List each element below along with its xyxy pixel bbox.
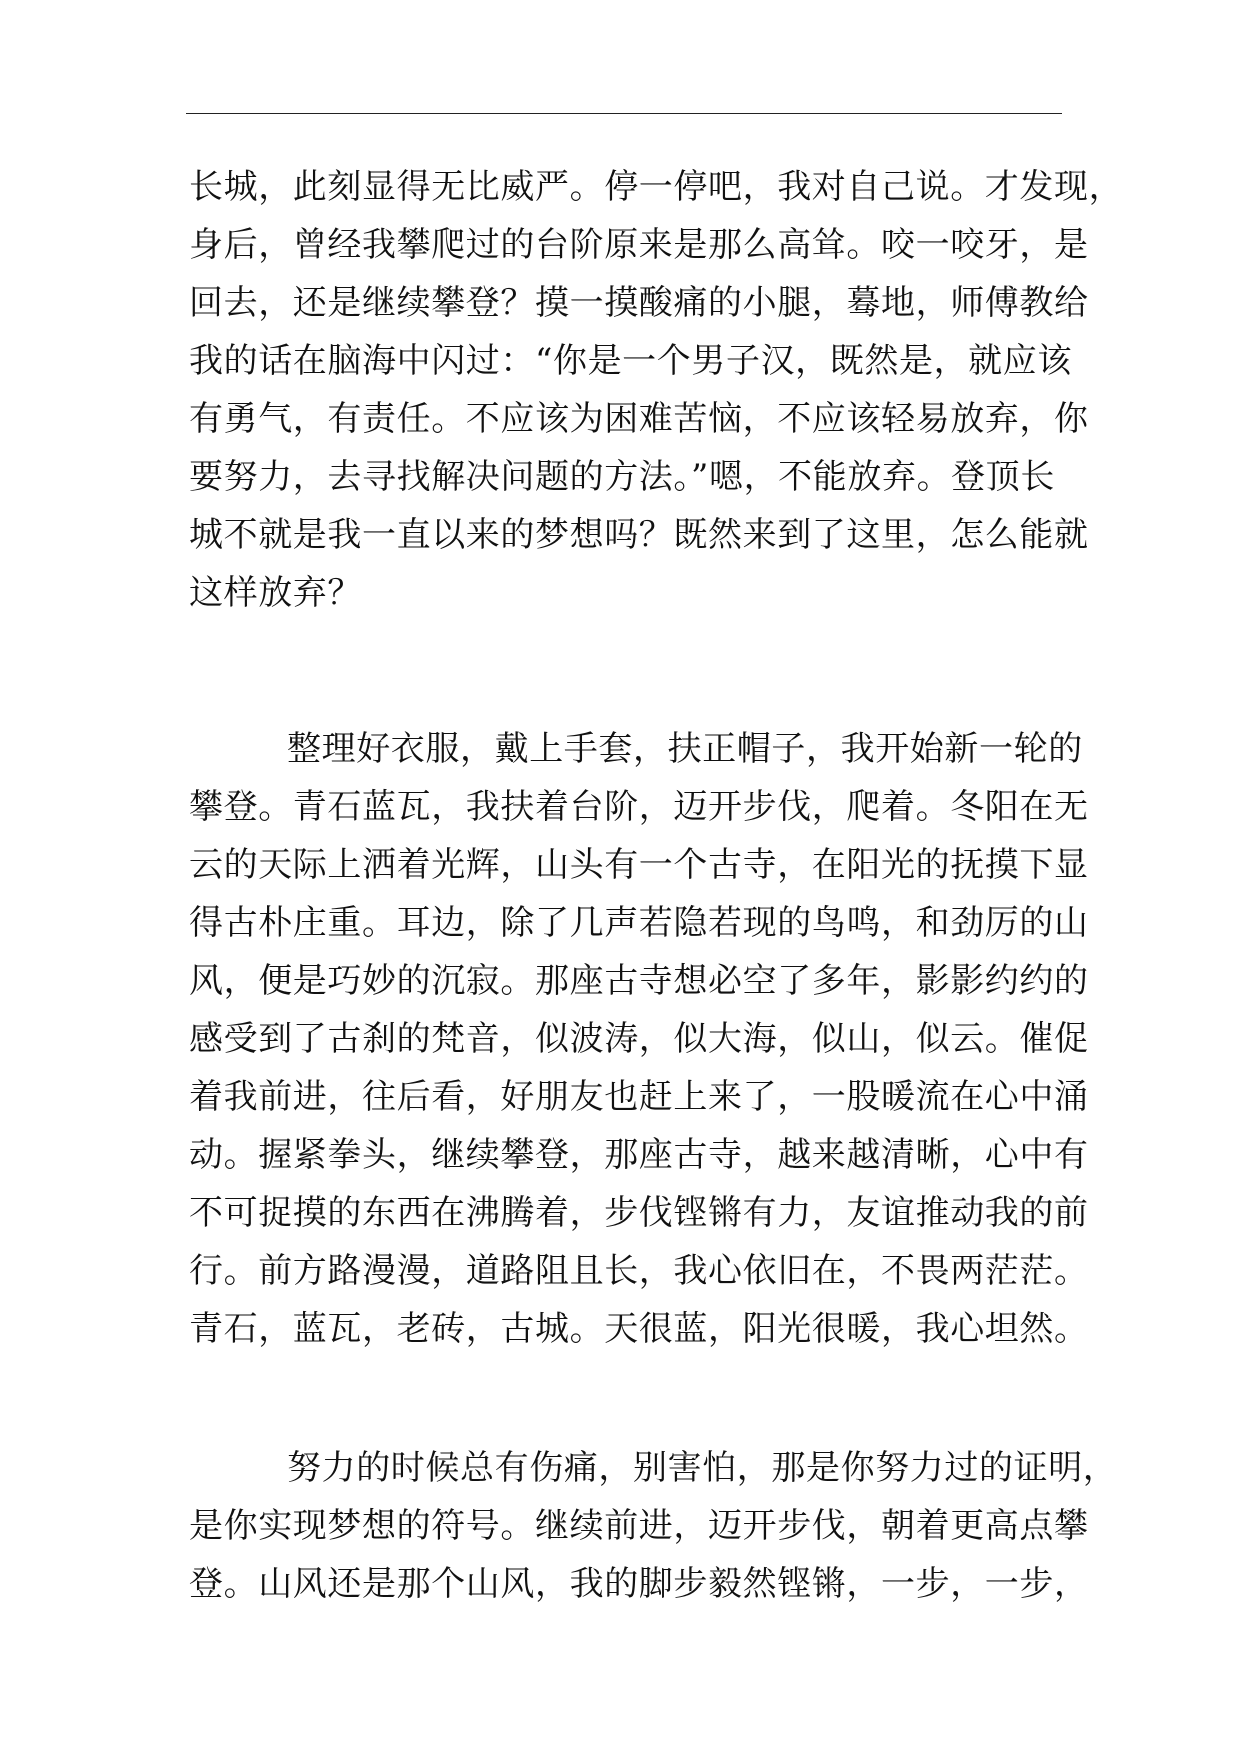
- paragraph-gap: [189, 1358, 1061, 1439]
- text-line: 我的话在脑海中闪过：“你是一个男子汉，既然是，就应该: [189, 341, 1072, 381]
- paragraph-gap: [189, 622, 1061, 720]
- document-body: [189, 158, 1124, 1613]
- text-line: 要努力，去寻找解决问题的方法。”嗯，不能放弃。登顶长: [189, 457, 1055, 497]
- paragraph: [189, 1439, 1118, 1613]
- text-line: 回去，还是继续攀登？摸一摸酸痛的小腿，蓦地，师傅教给: [189, 283, 1089, 323]
- paragraph: [189, 720, 1089, 1358]
- paragraph: [189, 158, 1124, 622]
- text-line: 整理好衣服，戴上手套，扶正帽子，我开始新一轮的: [287, 729, 1083, 769]
- text-line: 身后，曾经我攀爬过的台阶原来是那么高耸。咬一咬牙，是: [189, 225, 1089, 265]
- text-line: 得古朴庄重。耳边，除了几声若隐若现的鸟鸣，和劲厉的山: [189, 903, 1089, 943]
- text-line: 登。山风还是那个山风，我的脚步毅然铿锵，一步，一步，: [189, 1564, 1089, 1604]
- text-line: 城不就是我一直以来的梦想吗？既然来到了这里，怎么能就: [189, 515, 1089, 555]
- text-line: 感受到了古刹的梵音，似波涛，似大海，似山，似云。催促: [189, 1019, 1089, 1059]
- text-line: 着我前进，往后看，好朋友也赶上来了，一股暖流在心中涌: [189, 1077, 1089, 1117]
- text-line: 行。前方路漫漫，道路阻且长，我心依旧在，不畏两茫茫。: [189, 1251, 1089, 1291]
- text-line: 长城，此刻显得无比威严。停一停吧，我对自己说。才发现，: [189, 167, 1124, 207]
- text-line: 动。握紧拳头，继续攀登，那座古寺，越来越清晰，心中有: [189, 1135, 1089, 1175]
- text-line: 这样放弃？: [189, 573, 362, 613]
- text-line: 攀登。青石蓝瓦，我扶着台阶，迈开步伐，爬着。冬阳在无: [189, 787, 1089, 827]
- text-line: 云的天际上洒着光辉，山头有一个古寺，在阳光的抚摸下显: [189, 845, 1089, 885]
- header-rule: [186, 113, 1062, 114]
- text-line: 有勇气，有责任。不应该为困难苦恼，不应该轻易放弃，你: [189, 399, 1089, 439]
- text-line: 不可捉摸的东西在沸腾着，步伐铿锵有力，友谊推动我的前: [189, 1193, 1089, 1233]
- text-line: 风，便是巧妙的沉寂。那座古寺想必空了多年，影影约约的: [189, 961, 1089, 1001]
- text-line: 努力的时候总有伤痛，别害怕，那是你努力过的证明，: [287, 1448, 1118, 1488]
- text-line: 青石，蓝瓦，老砖，古城。天很蓝，阳光很暖，我心坦然。: [189, 1309, 1089, 1349]
- text-line: 是你实现梦想的符号。继续前进，迈开步伐，朝着更高点攀: [189, 1506, 1089, 1546]
